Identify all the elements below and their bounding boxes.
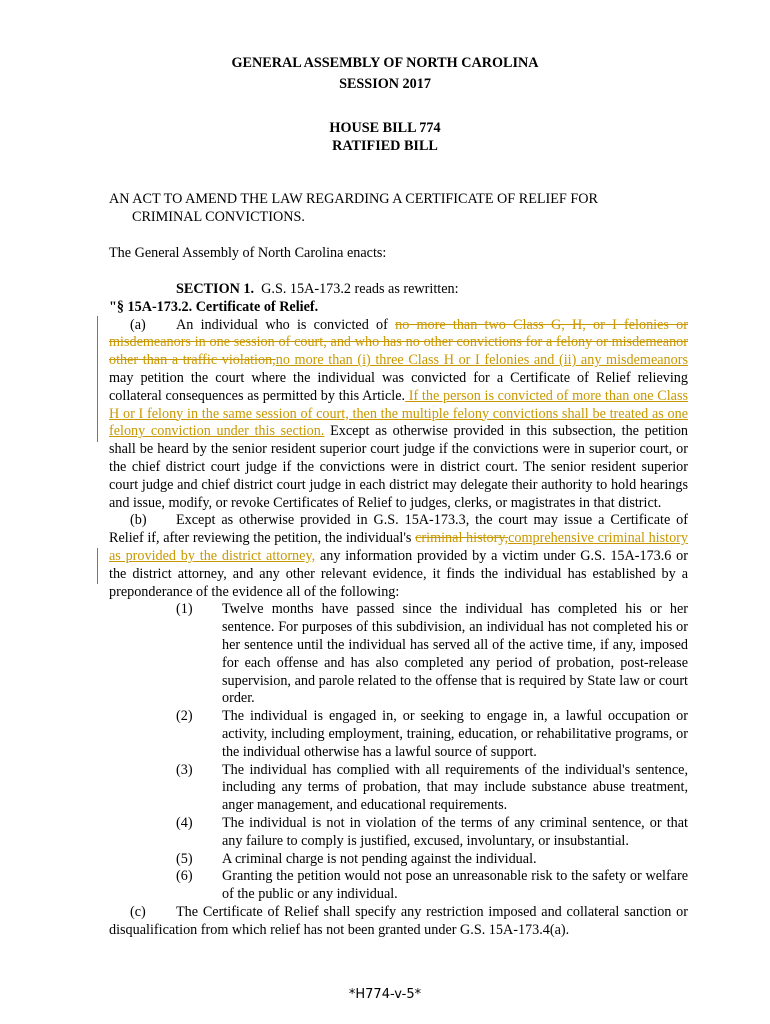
subsection-b-label: (b) [130, 512, 147, 529]
subsection-a-text-2: may petition the court where the individual was convicted for a Certificate of Relief relieving collateral consequences as permitted by this Article. [109, 369, 688, 404]
section-1-intro [109, 281, 688, 299]
subsection-a-text-3: Except as otherwise provided in this subsection, the petition shall be heard by the senior resident superior court judge if the convictions were in superior court, or the chief district court judge if the convictions were in district court. The senior resident superior court judge and chief district court judge in each district may delegate their authority to hold hearings and issue, modify, or revoke Certificates of Relief to judges, clerks, or magistrates in that district. [109, 423, 689, 511]
bill-status-heading: RATIFIED BILL [332, 138, 438, 154]
subsection-c-label: (c) [130, 903, 146, 920]
list-item [109, 762, 688, 815]
assembly-heading: GENERAL ASSEMBLY OF NORTH CAROLINA [231, 55, 539, 71]
list-item-text: The individual has complied with all requirements of the individual's sentence, including any terms of probation, that may include substance abuse treatment, anger management, and educational requirements. [222, 761, 688, 814]
requirements-list [109, 601, 688, 904]
subsection-b-text-1: Except as otherwise provided in G.S. 15A-173.3, the court may issue a Certificate of Relief if, after reviewing the petition, the individual's [109, 512, 688, 547]
section-label: SECTION 1. [176, 281, 255, 297]
list-item-number: (6) [176, 868, 193, 885]
list-item [109, 851, 688, 869]
session-heading: SESSION 2017 [339, 76, 431, 92]
list-item [109, 868, 688, 904]
list-item-text: The individual is engaged in, or seeking to engage in, a lawful occupation or activity, including employment, training, education, or rehabilitative programs, or the individual otherwise has a lawful source of support. [222, 708, 688, 760]
act-title-line2: CRIMINAL CONVICTIONS. [132, 208, 305, 225]
subsection-b [109, 512, 688, 601]
change-bar-a [97, 316, 98, 442]
change-bar-b [97, 548, 98, 584]
list-item [109, 601, 688, 708]
section-text: G.S. 15A-173.2 reads as rewritten: [261, 281, 459, 297]
deleted-text: criminal history, [415, 530, 509, 547]
document-footer-code: *H774-v-5* [348, 987, 422, 1002]
list-item-number: (3) [176, 761, 193, 778]
inserted-text: no more than (i) three Class H or I felonies and (ii) any misdemeanors [275, 352, 688, 369]
subsection-c-text: The Certificate of Relief shall specify any restriction imposed and collateral sanction or disqualification from which relief has not been granted under G.S. 15A-173.4(a). [109, 903, 688, 938]
subsection-b-text-2: any information provided by a victim under G.S. 15A-173.6 or the district attorney, and any other relevant evidence, it finds the individual has established by a preponderance of the evidence all of the following: [109, 547, 688, 600]
list-item-number: (4) [176, 814, 193, 831]
enacting-clause: The General Assembly of North Carolina enacts: [109, 245, 387, 261]
list-item-text: The individual is not in violation of the terms of any criminal sentence, or that any failure to comply is justified, excused, involuntary, or insubstantial. [222, 814, 688, 849]
act-title [109, 191, 688, 227]
subsection-a [109, 317, 688, 513]
list-item-number: (5) [176, 850, 193, 867]
list-item [109, 708, 688, 761]
subsection-a-text-1: An individual who is convicted of [176, 316, 396, 333]
statute-heading: "§ 15A-173.2. Certificate of Relief. [109, 298, 319, 315]
list-item [109, 815, 688, 851]
inserted-text: comprehensive criminal history as provided by the district attorney, [109, 530, 688, 564]
bill-number-heading: HOUSE BILL 774 [329, 120, 441, 136]
bill-body [109, 281, 688, 939]
list-item-text: A criminal charge is not pending against the individual. [222, 850, 537, 867]
subsection-c [109, 904, 688, 940]
list-item-text: Granting the petition would not pose an unreasonable risk to the safety or welfare of the public or any individual. [222, 868, 688, 903]
deleted-text: no more than two Class G, H, or I felonies or misdemeanors in one session of court, and who has no other convictions for a felony or misdemeanor other than a traffic violation, [109, 316, 688, 369]
act-title-line1: AN ACT TO AMEND THE LAW REGARDING A CERTIFICATE OF RELIEF FOR [109, 191, 598, 207]
inserted-text: If the person is convicted of more than one Class H or I felony in the same session of court, then the multiple felony convictions shall be treated as one felony conviction under this section. [109, 387, 689, 440]
list-item-number: (1) [176, 601, 193, 618]
subsection-a-label: (a) [130, 316, 146, 333]
list-item-number: (2) [176, 708, 193, 725]
list-item-text: Twelve months have passed since the individual has completed his or her sentence. For purposes of this subdivision, an individual has not completed his or her sentence until the individual has served all of the active time, if any, imposed for each offense and has also completed any period of probation, post-release supervision, and parole related to the offense that is required by State law or court order. [222, 601, 688, 707]
